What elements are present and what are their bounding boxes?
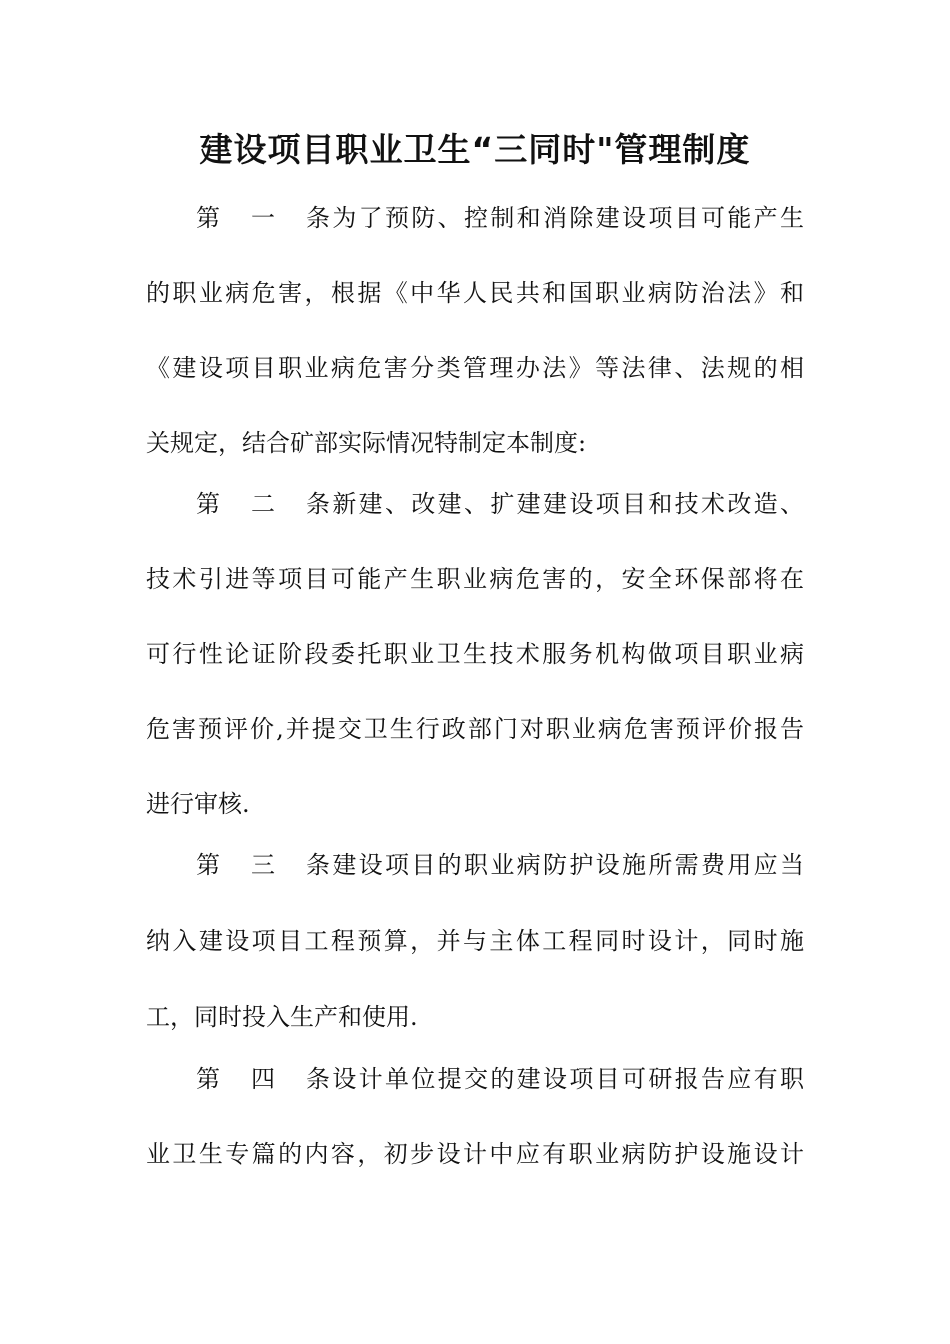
article-2-line-1 <box>196 484 804 524</box>
document-title: 建设项目职业卫生“三同时"管理制度 <box>199 130 751 169</box>
article-2-line-2: 技术引进等项目可能产生职业病危害的，安全环保部将在 <box>146 565 804 593</box>
article-1-line-1 <box>196 198 804 238</box>
article-3-label: 第三条 <box>196 851 330 879</box>
article-1-line-3: 《建设项目职业病危害分类管理办法》等法律、法规的相 <box>146 354 804 382</box>
article-1-text-1: 为了预防、控制和消除建设项目可能产生 <box>330 204 804 232</box>
article-3-text-1: 建设项目的职业病防护设施所需费用应当 <box>330 851 804 879</box>
article-4-text-1: 设计单位提交的建设项目可研报告应有职 <box>330 1065 804 1093</box>
article-3-line-2: 纳入建设项目工程预算，并与主体工程同时设计，同时施 <box>146 927 804 955</box>
article-2-text-1: 新建、改建、扩建建设项目和技术改造、 <box>330 490 804 518</box>
article-3-line-1 <box>196 845 804 885</box>
article-2-line-3: 可行性论证阶段委托职业卫生技术服务机构做项目职业病 <box>146 640 804 668</box>
article-2-line-5: 进行审核. <box>146 790 250 818</box>
article-4-line-2: 业卫生专篇的内容，初步设计中应有职业病防护设施设计 <box>146 1140 804 1168</box>
article-2-line-4: 危害预评价,并提交卫生行政部门对职业病危害预评价报告 <box>146 715 804 743</box>
article-2-label: 第二条 <box>196 490 330 518</box>
article-3-line-3: 工，同时投入生产和使用. <box>146 1003 418 1031</box>
article-1-line-2: 的职业病危害，根据《中华人民共和国职业病防治法》和 <box>146 279 804 307</box>
article-4-line-1 <box>196 1059 804 1099</box>
article-1-label: 第一条 <box>196 204 330 232</box>
article-4-label: 第四条 <box>196 1065 330 1093</box>
article-1-line-4: 关规定，结合矿部实际情况特制定本制度: <box>146 429 587 457</box>
